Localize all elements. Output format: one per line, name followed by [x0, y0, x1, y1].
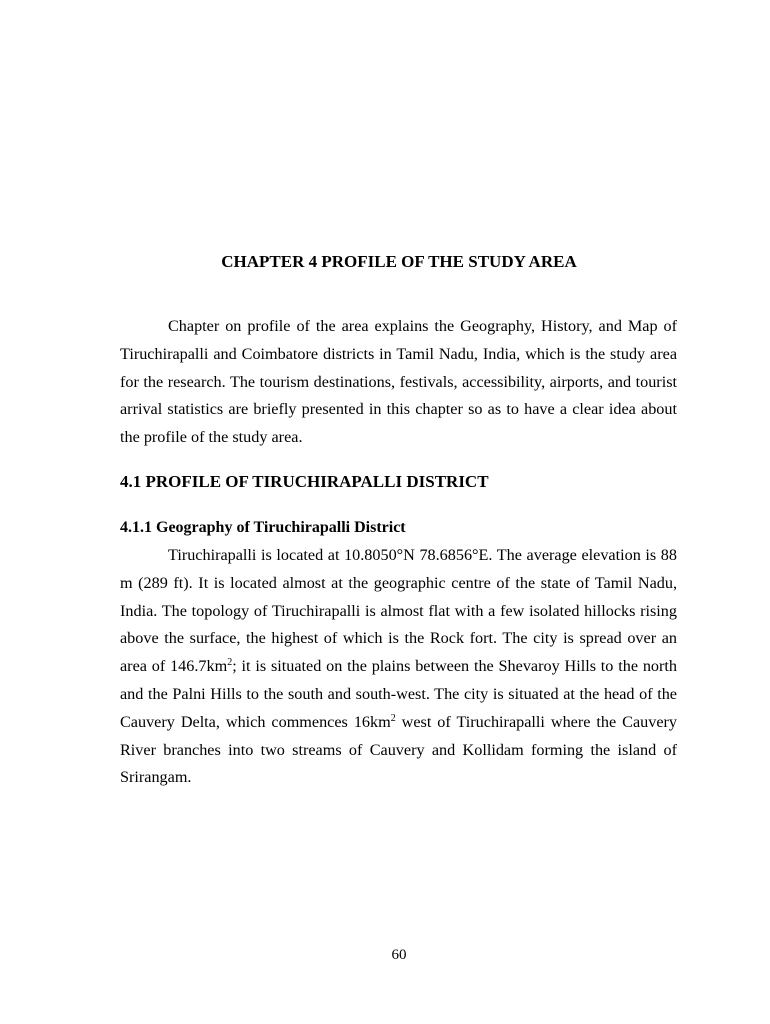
page-number: 60	[391, 947, 407, 963]
subsection-heading: 4.1.1 Geography of Tiruchirapalli District	[120, 519, 406, 536]
geography-text-part1: Tiruchirapalli is located at 10.8050°N 78.6856°E. The average elevation is 88 m (289 ft). It is located almost at the geographic centre of the state of Tamil Nadu, India. The topology of Tiruchirapalli is almost flat with a few isolated hillocks rising above the surface, the highest of which is the Rock fort. The city is spread over an area of 146.7km	[120, 546, 677, 676]
geography-text-part2: ; it is situated on the plains between the Shevaroy Hills to the north and the Palni Hills to the south and south-west. The city is situated at the head of the Cauvery Delta, which commences 16km	[120, 657, 677, 731]
superscript-squared: 2	[227, 657, 233, 669]
intro-paragraph: Chapter on profile of the area explains the Geography, History, and Map of Tiruchirapalli and Coimbatore districts in Tamil Nadu, India, which is the study area for the research. The tourism destinations, festivals, accessibility, airports, and tourist arrival statistics are briefly presented in this chapter so as to have a clear idea about the profile of the study area.	[120, 317, 677, 447]
section-heading: 4.1 PROFILE OF TIRUCHIRAPALLI DISTRICT	[120, 472, 489, 491]
geography-text-part3: west of Tiruchirapalli where the Cauvery River branches into two streams of Cauvery and Kollidam forming the island of Srirangam.	[120, 712, 677, 787]
chapter-title: CHAPTER 4 PROFILE OF THE STUDY AREA	[221, 252, 577, 271]
geography-paragraph	[120, 542, 677, 792]
superscript-squared: 2	[390, 712, 396, 724]
